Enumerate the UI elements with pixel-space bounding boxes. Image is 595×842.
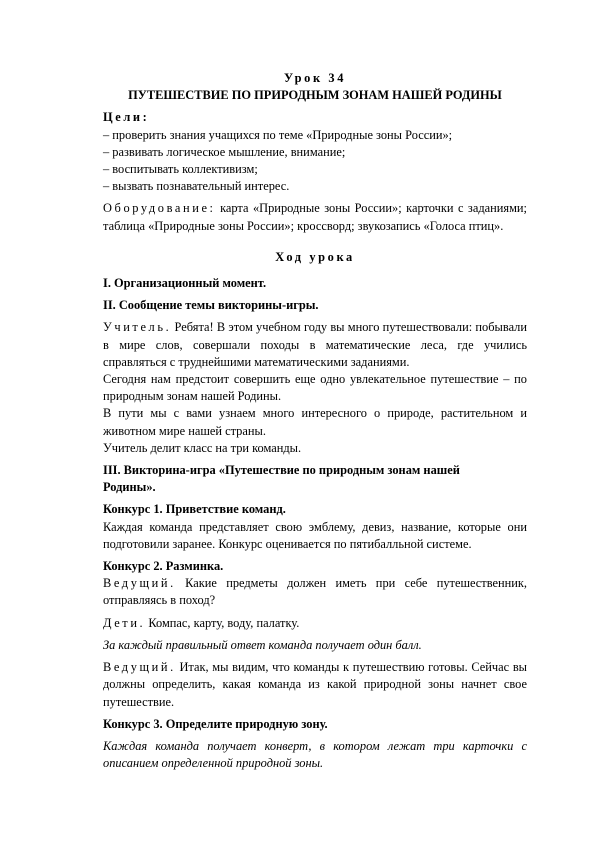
section-3-heading-line-1: III. Викторина-игра «Путешествие по природным зонам нашей: [103, 463, 460, 478]
host-label-2: Ведущий.: [103, 660, 176, 675]
today-paragraph: Сегодня нам предстоит совершить еще одно увлекательное путешествие – по природным зонам нашей Родины.: [103, 372, 527, 404]
contest-2-heading: Конкурс 2. Разминка.: [103, 559, 224, 574]
section-1-heading: I. Организационный момент.: [103, 276, 267, 291]
document-page: [103, 70, 527, 772]
goal-item-2: – развивать логическое мышление, внимание;: [103, 144, 346, 159]
children-answer: [103, 615, 527, 632]
host-label: Ведущий.: [103, 576, 176, 591]
lesson-number: Урок 34: [284, 71, 346, 85]
teacher-label: Учитель.: [103, 320, 172, 335]
children-label: Дети.: [103, 615, 146, 630]
score-note: За каждый правильный ответ команда получает один балл.: [103, 637, 422, 652]
host-question-2: [103, 659, 527, 711]
host-question-2-text: Итак, мы видим, что команды к путешествию готовы. Сейчас вы должны определить, какая команда из какой природной зоны начнет свое путешествие.: [103, 660, 527, 709]
section-3-heading-line-2: Родины».: [103, 480, 156, 495]
contest-3-heading: Конкурс 3. Определите природную зону.: [103, 716, 328, 731]
lesson-title: ПУТЕШЕСТВИЕ ПО ПРИРОДНЫМ ЗОНАМ НАШЕЙ РОДИНЫ: [128, 88, 502, 103]
goal-item-3: – воспитывать коллективизм;: [103, 162, 258, 177]
goal-item-4: – вызвать познавательный интерес.: [103, 179, 290, 194]
section-2-heading: II. Сообщение темы викторины-игры.: [103, 298, 319, 313]
teacher-paragraph: [103, 319, 527, 371]
equipment-text: карта «Природные зоны России»; карточки с заданиями; таблица «Природные зоны России»; кроссворд; звукозапись «Голоса птиц».: [103, 201, 527, 233]
course-heading: Ход урока: [275, 249, 355, 264]
goals-heading: Цели:: [103, 110, 150, 125]
equipment-label: Оборудование:: [103, 201, 216, 216]
teacher-text: Ребята! В этом учебном году вы много путешествовали: побывали в мире слов, совершали походы в математические леса, где учились справляться с труднейшими математическими заданиями.: [103, 320, 527, 369]
way-paragraph: В пути мы с вами узнаем много интересного о природе, растительном и животном мире нашей страны.: [103, 406, 527, 438]
host-question-1-text: Какие предметы должен иметь при себе путешественник, отправляясь в поход?: [103, 576, 527, 608]
contest-3-note: Каждая команда получает конверт, в котором лежат три карточки с описанием определенной природной зоны.: [103, 738, 527, 771]
equipment-paragraph: [103, 200, 527, 234]
contest-1-heading: Конкурс 1. Приветствие команд.: [103, 502, 286, 517]
goal-item-1: – проверить знания учащихся по теме «Природные зоны России»;: [103, 127, 453, 142]
children-answer-text: Компас, карту, воду, палатку.: [145, 615, 300, 630]
contest-1-text: Каждая команда представляет свою эмблему, девиз, название, которые они подготовили заранее. Конкурс оценивается по пятибалльной системе.: [103, 519, 527, 551]
divides-paragraph: Учитель делит класс на три команды.: [103, 440, 302, 455]
host-question-1: [103, 575, 527, 609]
